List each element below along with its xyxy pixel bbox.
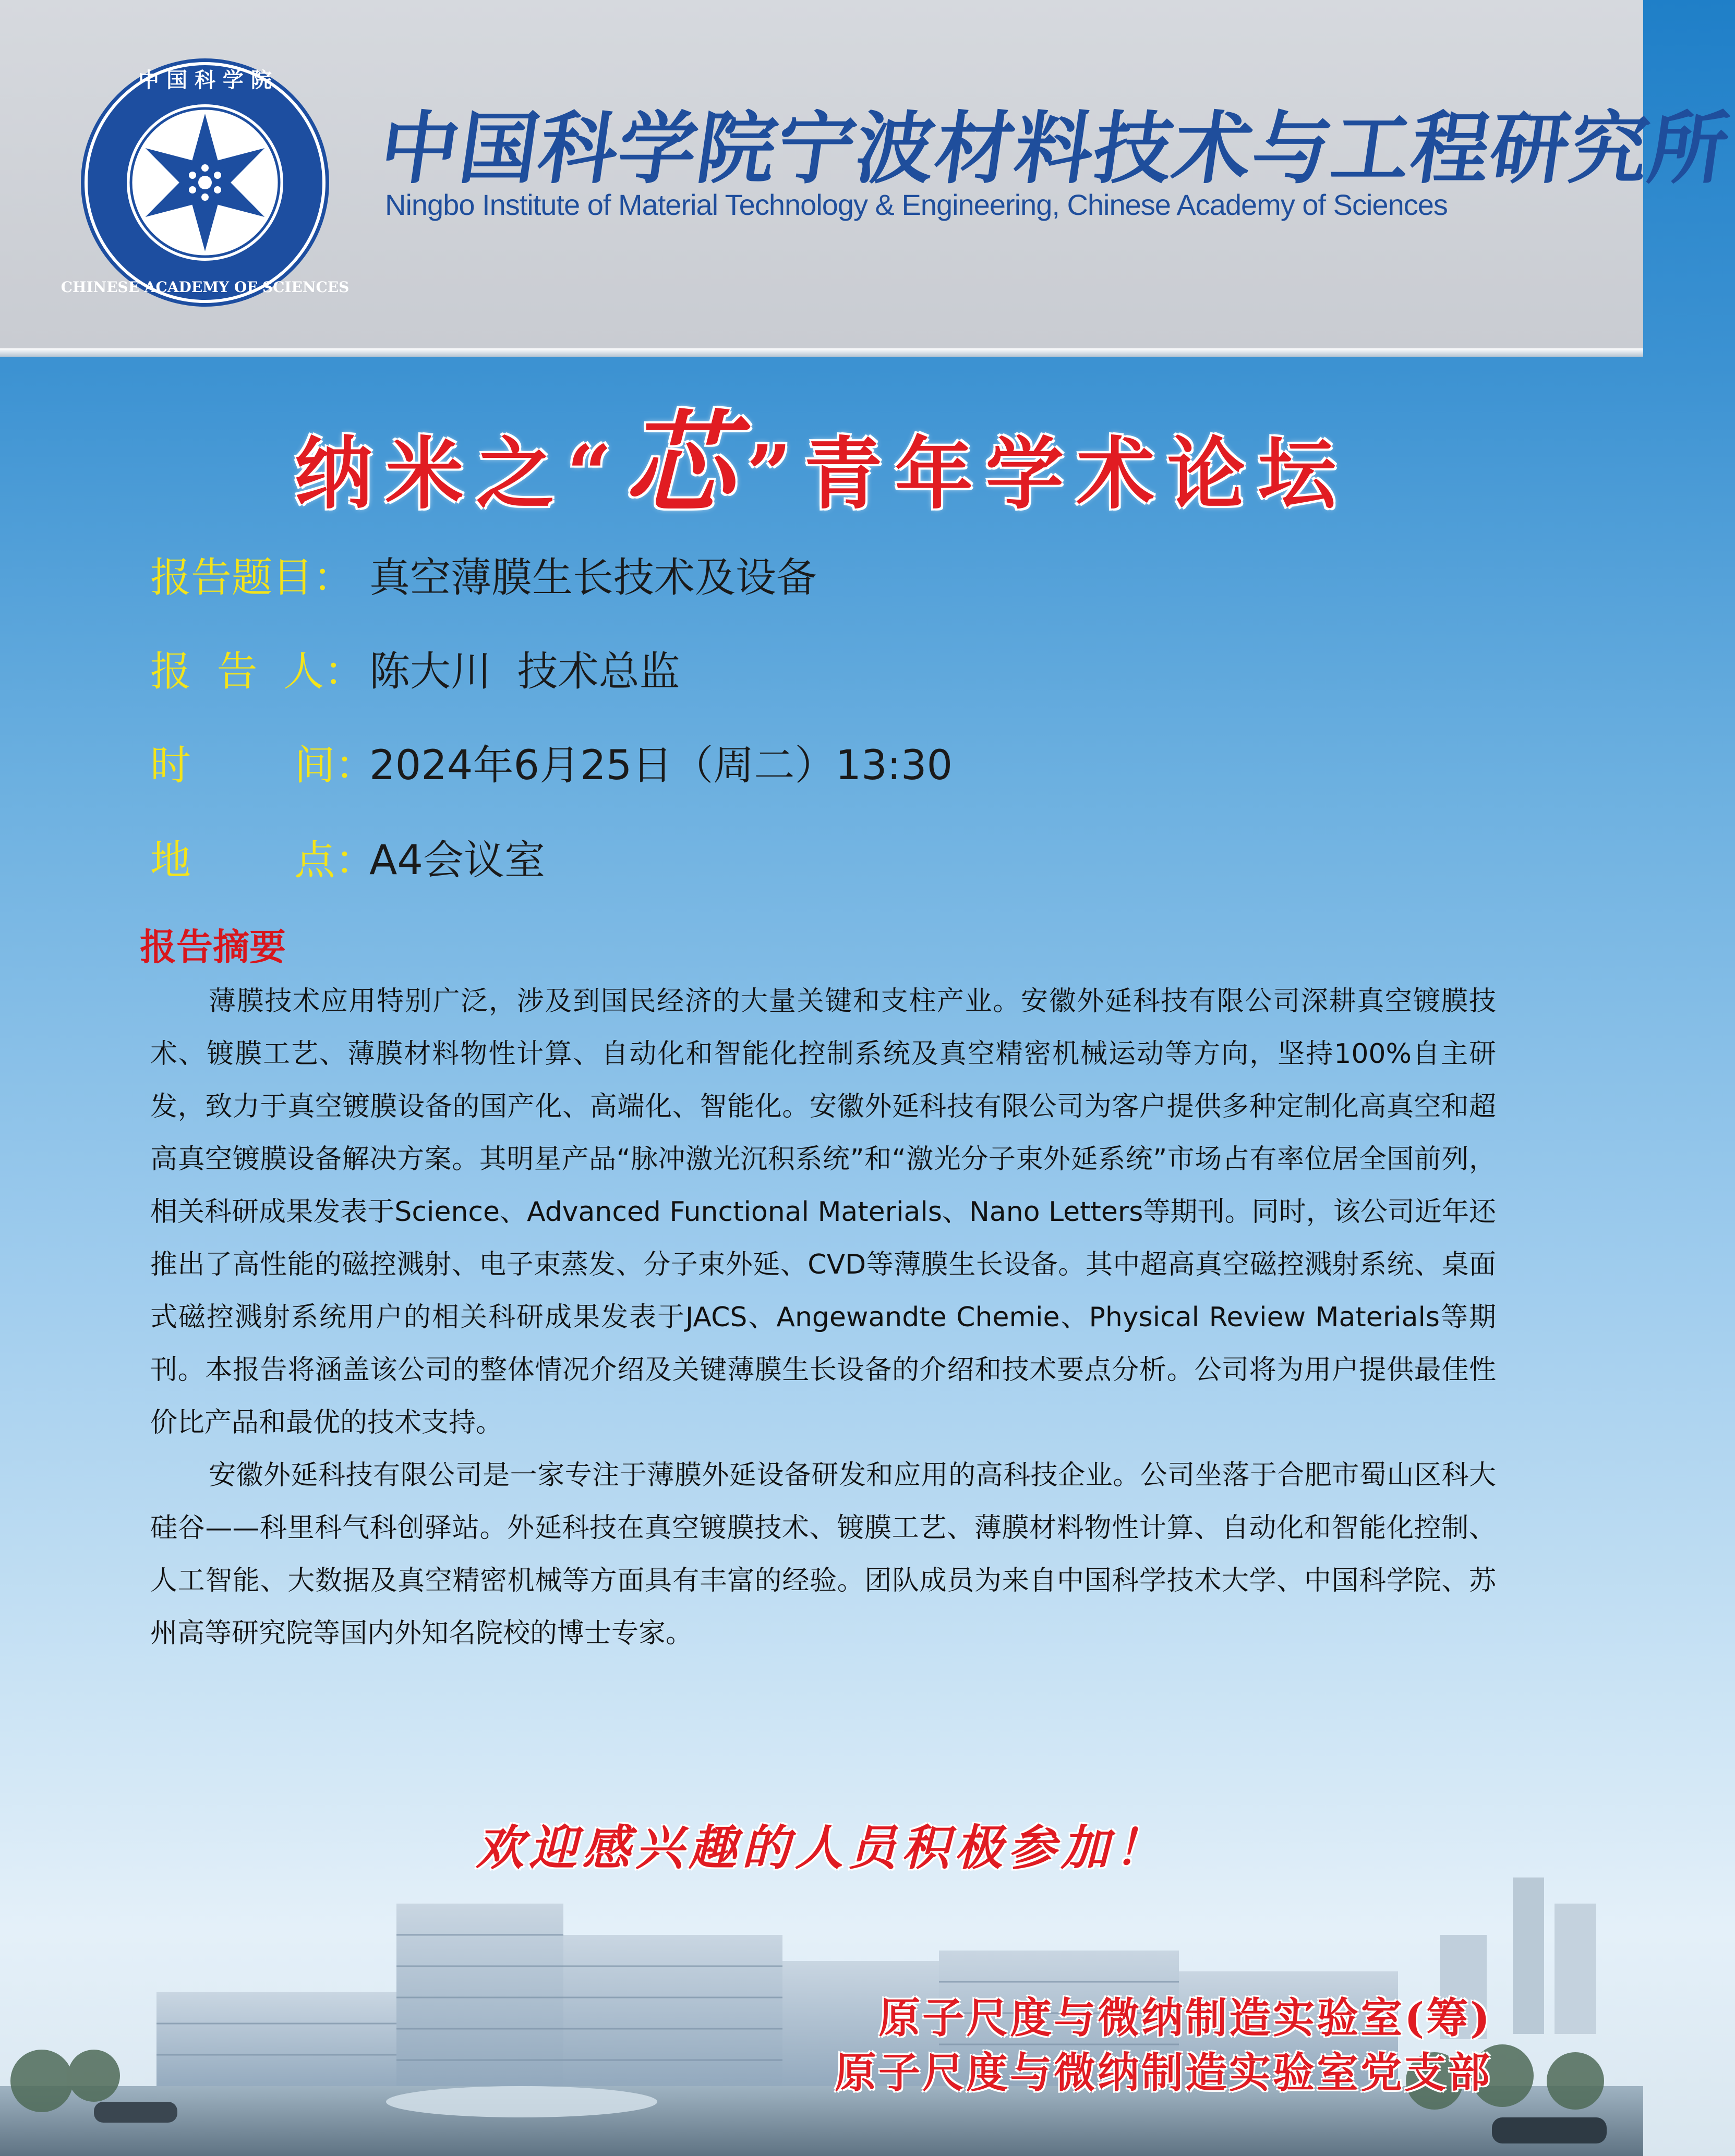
info-label: 时 间： <box>150 742 376 789</box>
forum-title-prefix: 纳米之“ <box>294 428 624 520</box>
institute-name-en: Ningbo Institute of Material Technology & Engineering, Chinese Academy of Sciences <box>385 188 1448 221</box>
info-value: 陈大川 技术总监 <box>369 648 680 695</box>
info-label: 地 点： <box>150 837 376 884</box>
cas-logo <box>61 55 350 310</box>
info-value: 真空薄膜生长技术及设备 <box>369 554 817 601</box>
svg-text:中 国 科 学 院: 中 国 科 学 院 <box>138 68 272 92</box>
info-value: A4会议室 <box>369 837 545 884</box>
organizer-party-branch: 原子尺度与微纳制造实验室党支部 <box>835 2048 1492 2097</box>
info-label: 报告题目： <box>150 554 354 601</box>
svg-text:CHINESE ACADEMY OF SCIENCES: CHINESE ACADEMY OF SCIENCES <box>61 278 350 296</box>
info-row-topic <box>150 547 817 609</box>
info-row-time <box>150 734 953 797</box>
abstract-paragraph: 薄膜技术应用特别广泛，涉及到国民经济的大量关键和支柱产业。安徽外延科技有限公司深耕真空镀膜技术、镀膜工艺、薄膜材料物性计算、自动化和智能化控制系统及真空精密机械运动等方向，坚持100%自主研发，致力于真空镀膜设备的国产化、高端化、智能化。安徽外延科技有限公司为客户提供多种定制化高真空和超高真空镀膜设备解决方案。其明星产品“脉冲激光沉积系统”和“激光分子束外延系统”市场占有率位居全国前列，相关科研成果发表于Science、Advanced Functional Materials、Nano Letters等期刊。同时，该公司近年还推出了高性能的磁控溅射、电子束蒸发、分子束外延、CVD等薄膜生长设备。其中超高真空磁控溅射系统、桌面式磁控溅射系统用户的相关科研成果发表于JACS、Angewandte Chemie、Physical Review Materials等期刊。本报告将涵盖该公司的整体情况介绍及关键薄膜生长设备的介绍和技术要点分析。公司将为用户提供最佳性价比产品和最优的技术支持。 <box>150 986 1496 1438</box>
info-row-location <box>150 829 545 892</box>
forum-title-suffix: ”青年学术论坛 <box>746 428 1349 520</box>
abstract-paragraph: 安徽外延科技有限公司是一家专注于薄膜外延设备研发和应用的高科技企业。公司坐落于合肥市蜀山区科大硅谷——科里科气科创驿站。外延科技在真空镀膜技术、镀膜工艺、薄膜材料物性计算、自动化和智能化控制、人工智能、大数据及真空精密机械等方面具有丰富的经验。团队成员为来自中国科学技术大学、中国科学院、苏州高等研究院等国内外知名院校的博士专家。 <box>150 1460 1496 1649</box>
abstract-body <box>150 975 1496 1660</box>
header-divider <box>0 348 1643 357</box>
welcome-message: 欢迎感兴趣的人员积极参加！ <box>475 1820 1167 1876</box>
forum-title <box>0 376 1643 533</box>
info-row-speaker <box>150 640 680 703</box>
info-label: 报 告 人： <box>150 648 365 695</box>
abstract-title: 报告摘要 <box>140 925 286 968</box>
forum-title-highlight: 芯 <box>624 398 746 527</box>
institute-name-cn: 中国科学院宁波材料技术与工程研究所 <box>374 103 1735 195</box>
info-value: 2024年6月25日（周二）13:30 <box>369 742 953 789</box>
organizer-lab: 原子尺度与微纳制造实验室(筹) <box>878 1993 1492 2042</box>
